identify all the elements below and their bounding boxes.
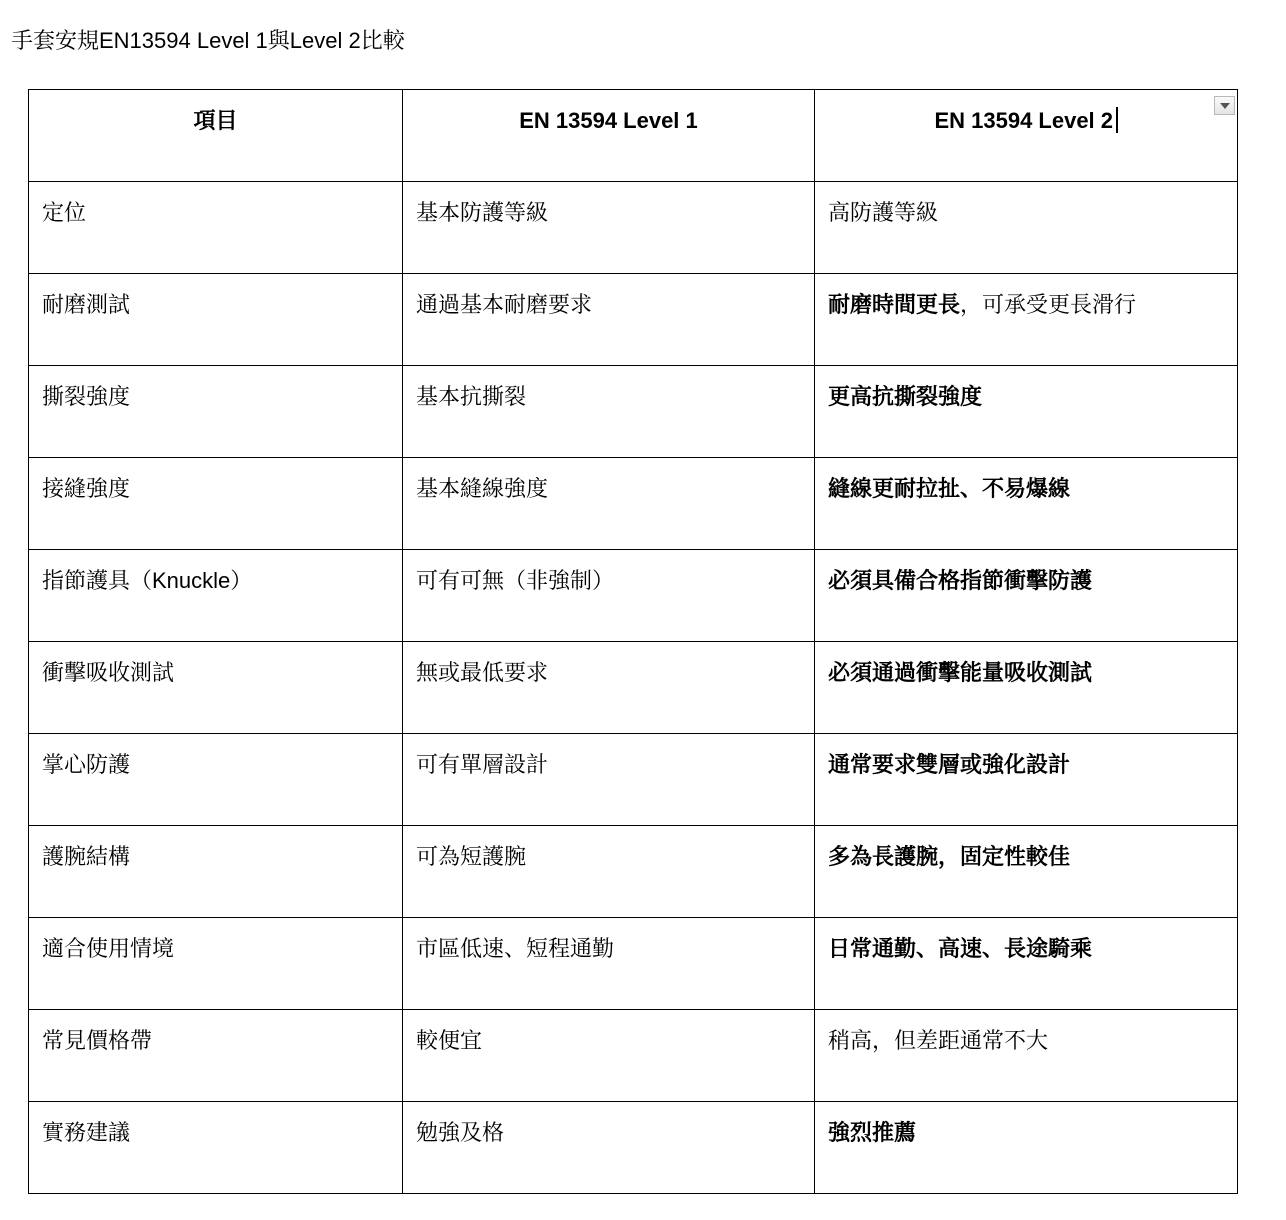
- cell-item[interactable]: 指節護具（Knuckle）: [29, 550, 403, 642]
- cell-level2[interactable]: [815, 734, 1238, 826]
- cell-level1[interactable]: 基本縫線強度: [403, 458, 815, 550]
- cell-level2[interactable]: [815, 550, 1238, 642]
- chevron-down-icon: [1220, 103, 1230, 109]
- table-row: [29, 734, 1238, 826]
- cell-level2-segment: 多為長護腕，固定性較佳: [828, 844, 1071, 869]
- cell-level2[interactable]: [815, 826, 1238, 918]
- cell-level2-segment: 高防護等級: [828, 200, 939, 225]
- cell-level2-segment: 更高抗撕裂強度: [828, 384, 983, 409]
- cell-item[interactable]: 撕裂強度: [29, 366, 403, 458]
- cell-level1[interactable]: 通過基本耐磨要求: [403, 274, 815, 366]
- table-row: [29, 182, 1238, 274]
- cell-item[interactable]: 護腕結構: [29, 826, 403, 918]
- cell-level1[interactable]: 可為短護腕: [403, 826, 815, 918]
- cell-level2[interactable]: [815, 918, 1238, 1010]
- cell-item[interactable]: 接縫強度: [29, 458, 403, 550]
- cell-item[interactable]: 實務建議: [29, 1102, 403, 1194]
- table-row: [29, 366, 1238, 458]
- cell-level2-segment: 耐磨時間更長: [828, 292, 961, 317]
- header-item: 項目: [29, 90, 403, 182]
- cell-level1[interactable]: 無或最低要求: [403, 642, 815, 734]
- table-row: [29, 1010, 1238, 1102]
- table-header-row: [29, 90, 1238, 182]
- header-level2-label[interactable]: EN 13594 Level 2: [934, 108, 1114, 133]
- cell-item[interactable]: 耐磨測試: [29, 274, 403, 366]
- comparison-table: [28, 89, 1238, 1194]
- cell-level1[interactable]: 可有可無（非強制）: [403, 550, 815, 642]
- cell-level2-segment: 通常要求雙層或強化設計: [828, 752, 1071, 777]
- table-body: [29, 182, 1238, 1194]
- table-row: [29, 918, 1238, 1010]
- cell-level2[interactable]: [815, 366, 1238, 458]
- cell-level2-segment: 縫線更耐拉扯、不易爆線: [828, 476, 1071, 501]
- cell-level2-segment: 稍高，但差距通常不大: [828, 1028, 1049, 1053]
- cell-level1[interactable]: 基本防護等級: [403, 182, 815, 274]
- cell-level2[interactable]: [815, 1010, 1238, 1102]
- cell-level2-segment: 必須具備合格指節衝擊防護: [828, 568, 1093, 593]
- document-title: 手套安規EN13594 Level 1與Level 2比較: [11, 28, 405, 53]
- cell-level1[interactable]: 勉強及格: [403, 1102, 815, 1194]
- cell-level2-segment: ，可承受更長滑行: [960, 292, 1137, 317]
- cell-level2-segment: 必須通過衝擊能量吸收測試: [828, 660, 1093, 685]
- cell-level1[interactable]: 市區低速、短程通勤: [403, 918, 815, 1010]
- table-row: [29, 642, 1238, 734]
- cell-level2-segment: 日常通勤、高速、長途騎乘: [828, 936, 1093, 961]
- table-row: [29, 826, 1238, 918]
- cell-level2[interactable]: [815, 1102, 1238, 1194]
- table-row: [29, 550, 1238, 642]
- cell-item[interactable]: 常見價格帶: [29, 1010, 403, 1102]
- table-row: [29, 1102, 1238, 1194]
- cell-level2[interactable]: [815, 642, 1238, 734]
- table-row: [29, 274, 1238, 366]
- text-cursor: [1116, 107, 1118, 133]
- cell-item[interactable]: 定位: [29, 182, 403, 274]
- column-dropdown-button[interactable]: [1214, 96, 1235, 115]
- cell-level1[interactable]: 可有單層設計: [403, 734, 815, 826]
- cell-item[interactable]: 衝擊吸收測試: [29, 642, 403, 734]
- cell-level2[interactable]: [815, 458, 1238, 550]
- header-level2[interactable]: [815, 90, 1238, 182]
- cell-level2[interactable]: [815, 182, 1238, 274]
- cell-item[interactable]: 掌心防護: [29, 734, 403, 826]
- table-row: [29, 458, 1238, 550]
- header-level1: EN 13594 Level 1: [403, 90, 815, 182]
- cell-level2-segment: 強烈推薦: [828, 1120, 917, 1145]
- cell-level1[interactable]: 基本抗撕裂: [403, 366, 815, 458]
- cell-level2[interactable]: [815, 274, 1238, 366]
- cell-item[interactable]: 適合使用情境: [29, 918, 403, 1010]
- cell-level1[interactable]: 較便宜: [403, 1010, 815, 1102]
